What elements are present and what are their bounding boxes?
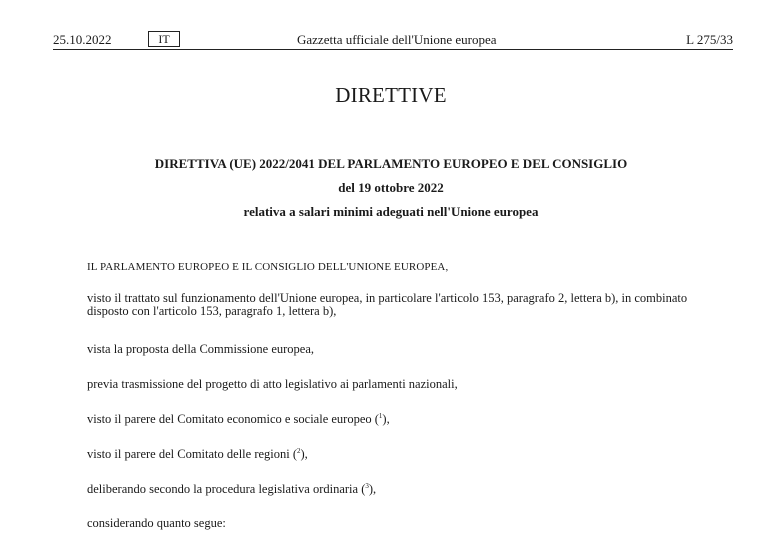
citation-cor-opinion	[87, 448, 717, 461]
citation-procedure-end: ),	[368, 482, 377, 496]
directive-subject: relativa a salari minimi adeguati nell'Unione europea	[243, 204, 539, 219]
citation-eesc-end: ),	[382, 412, 390, 426]
citation-cor-text: visto il parere del Comitato delle regioni (	[87, 447, 298, 461]
journal-header	[53, 31, 733, 50]
section-title: DIRETTIVE	[335, 83, 447, 107]
publication-date: 25.10.2022	[53, 32, 112, 47]
citation-treaty	[87, 292, 717, 318]
citation-treaty-line1: visto il trattato sul funzionamento dell'Unione europea, in particolare l'articolo 153, paragrafo 2, lettera b), in combinato	[87, 291, 688, 305]
footnote-ref-1[interactable]: 1	[378, 412, 383, 420]
citation-procedure	[87, 483, 717, 496]
directive-date: del 19 ottobre 2022	[338, 180, 444, 195]
footnote-ref-3[interactable]: 3	[365, 482, 369, 490]
citation-treaty-line2: disposto con l'articolo 153, paragrafo 1, lettera b),	[87, 304, 337, 318]
preamble: IL PARLAMENTO EUROPEO E IL CONSIGLIO DELL'UNIONE EUROPEA,	[87, 261, 449, 273]
recitals-intro: considerando quanto segue:	[87, 516, 226, 530]
citation-transmission: previa trasmissione del progetto di atto legislativo ai parlamenti nazionali,	[87, 377, 458, 391]
journal-title: Gazzetta ufficiale dell'Unione europea	[297, 32, 497, 47]
language-badge: IT	[148, 31, 180, 47]
citation-procedure-text: deliberando secondo la procedura legislativa ordinaria (	[87, 482, 366, 496]
footnote-ref-2[interactable]: 2	[297, 447, 301, 455]
page-reference: L 275/33	[686, 32, 733, 47]
citation-eesc-opinion	[87, 413, 717, 426]
directive-title: DIRETTIVA (UE) 2022/2041 DEL PARLAMENTO EUROPEO E DEL CONSIGLIO	[154, 156, 628, 171]
citation-proposal: vista la proposta della Commissione europea,	[87, 342, 315, 356]
citation-eesc-text: visto il parere del Comitato economico e sociale europeo (	[87, 412, 379, 426]
citation-cor-end: ),	[300, 447, 308, 461]
